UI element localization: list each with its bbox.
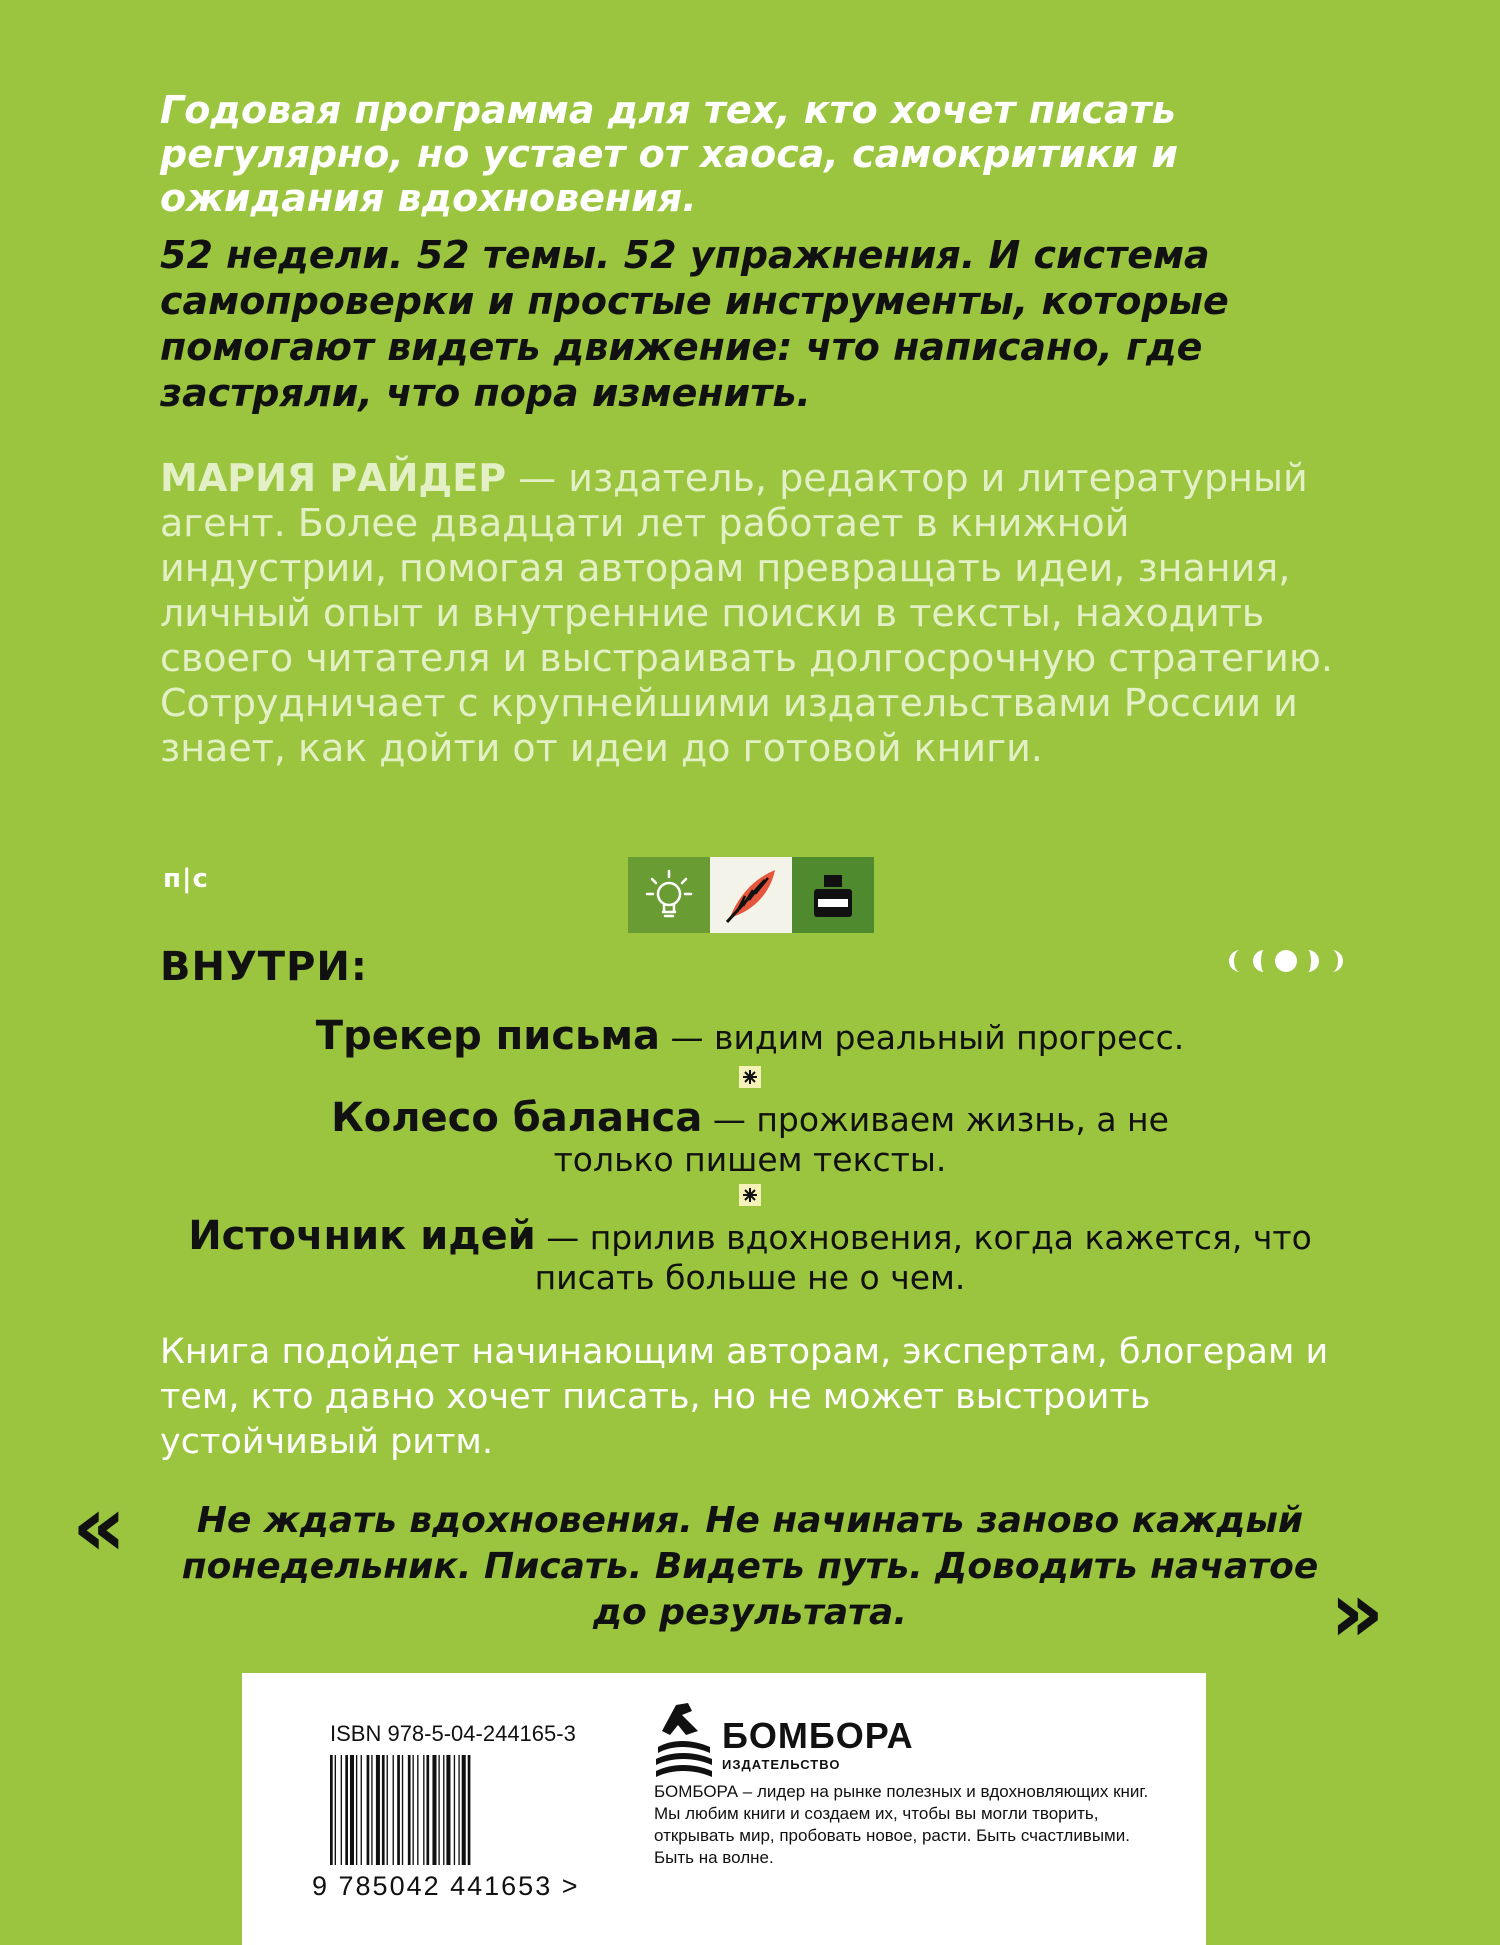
feather-icon — [710, 857, 792, 933]
feature-title: Трекер письма — [315, 1013, 661, 1059]
publisher-description: БОМБОРА – лидер на рынке полезных и вдохновляющих книг. Мы любим книги и создаем их, чтобы вы могли творить, открывать мир, пробовать новое, расти. Быть счастливыми. Быть на волне. — [654, 1782, 1149, 1867]
publisher-subtitle: ИЗДАТЕЛЬСТВО — [722, 1757, 841, 1772]
author-bio-text: — издатель, редактор и литературный агент. Более двадцати лет работает в книжной индустрии, помогая авторам превращать идеи, знания, личный опыт и внутренние поиски в тексты, находить своего читателя и выстраивать долгосрочную стратегию. Сотрудничает с крупнейшими издательствами России и знает, как дойти от идеи до готовой книги. — [160, 456, 1333, 770]
isbn-label: ISBN 978-5-04-244165-3 — [330, 1721, 576, 1746]
barcode — [330, 1755, 544, 1865]
feature-title: Источник идей — [188, 1213, 536, 1259]
star-separator — [739, 1184, 761, 1206]
feature-item — [170, 1213, 1330, 1298]
lead-text: 52 недели. 52 темы. 52 упражнения. И система самопроверки и простые инструменты, которые помогают видеть движение: что написано, где застряли, что пора изменить. — [160, 233, 1229, 415]
quote-open-mark: « — [72, 1477, 127, 1575]
inside-heading: ВНУТРИ: — [160, 944, 368, 990]
feature-item — [270, 1095, 1230, 1180]
icon-strip — [628, 857, 874, 933]
feature-desc: — проживаем жизнь, а не только пишем тексты. — [553, 1100, 1169, 1179]
audience-text: Книга подойдет начинающим авторам, экспертам, блогерам и тем, кто давно хочет писать, но не может выстроить устойчивый ритм. — [160, 1332, 1329, 1462]
author-name: МАРИЯ РАЙДЕР — [160, 456, 507, 500]
feature-title: Колесо баланса — [331, 1095, 703, 1141]
author-bio — [160, 456, 1360, 771]
barcode-digits: 9 785042 441653 > — [312, 1871, 580, 1901]
quote-close-mark: » — [1330, 1563, 1385, 1661]
feature-item — [150, 1013, 1350, 1059]
feature-desc: — прилив вдохновения, когда кажется, что писать больше не о чем. — [534, 1218, 1312, 1297]
imprint-mark: п|с — [163, 864, 209, 894]
publisher-name: БОМБОРА — [722, 1715, 914, 1756]
lightbulb-icon — [628, 857, 710, 933]
back-info-panel — [242, 1673, 1206, 1945]
feature-desc: — видим реальный прогресс. — [660, 1018, 1185, 1057]
quote-text: Не ждать вдохновения. Не начинать заново каждый понедельник. Писать. Видеть путь. Доводить начатое до результата. — [181, 1500, 1319, 1633]
intro-text: Годовая программа для тех, кто хочет писать регулярно, но устает от хаоса, самокритики и ожидания вдохновения. — [160, 88, 1178, 220]
star-separator — [739, 1066, 761, 1088]
moon-phases-icon — [1226, 946, 1346, 980]
ink-bottle-icon — [792, 857, 874, 933]
